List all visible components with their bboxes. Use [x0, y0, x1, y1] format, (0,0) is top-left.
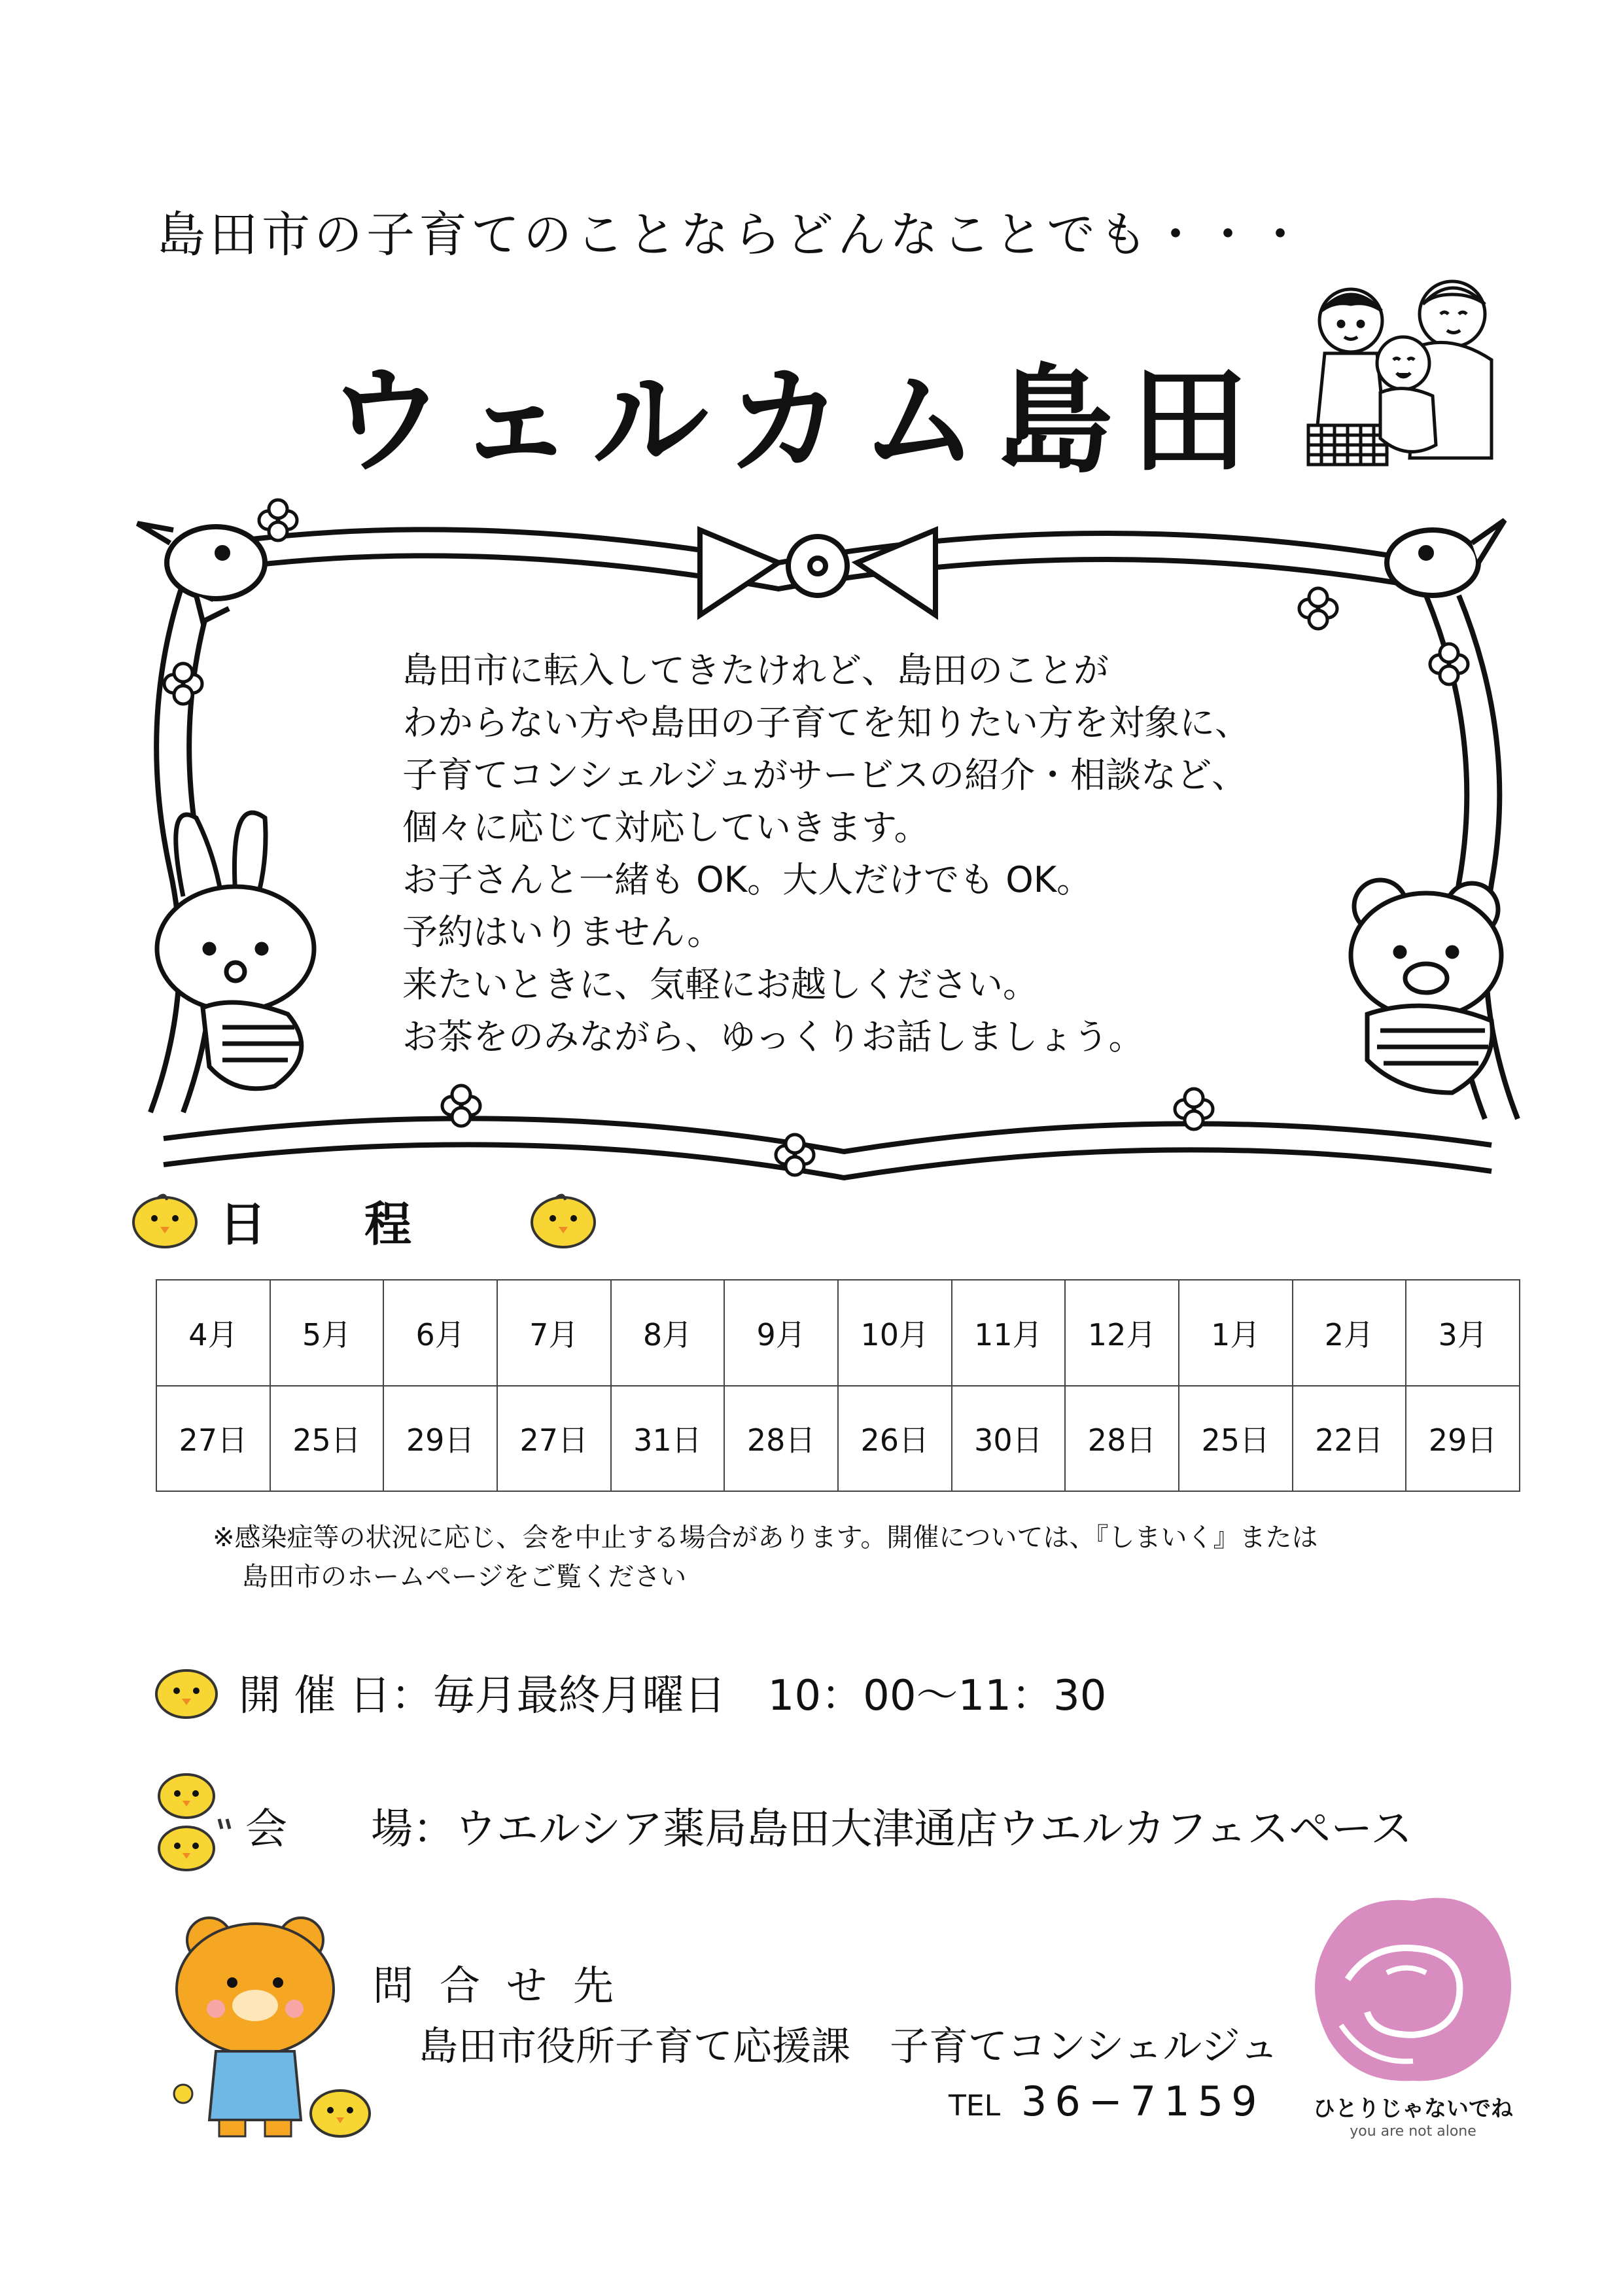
event-date-label: 開 催 日： [239, 1672, 433, 1720]
day-cell: 22日 [1293, 1386, 1406, 1492]
day-cell: 28日 [724, 1386, 838, 1492]
chick-icon [529, 1191, 598, 1250]
month-cell: 10月 [838, 1280, 952, 1386]
intro-line: 予約はいりません。 [402, 911, 723, 953]
chicks-icon [154, 1770, 232, 1881]
day-cell: 27日 [497, 1386, 611, 1492]
day-cell: 25日 [1179, 1386, 1293, 1492]
phone-number: 36−7159 [1021, 2077, 1265, 2125]
contact-phone [949, 2077, 1265, 2125]
table-row [156, 1280, 1520, 1386]
day-cell: 26日 [838, 1386, 952, 1492]
month-cell: 12月 [1065, 1280, 1179, 1386]
intro-line: 来たいときに、気軽にお越しください。 [402, 964, 1038, 1005]
day-cell: 31日 [611, 1386, 725, 1492]
intro-line: 個々に応じて対応していきます。 [402, 807, 930, 848]
month-cell: 11月 [952, 1280, 1066, 1386]
logo-subcaption: you are not alone [1350, 2123, 1476, 2140]
contact-title: 問合せ先 [373, 1962, 640, 2009]
month-cell: 4月 [156, 1280, 270, 1386]
month-cell: 6月 [383, 1280, 497, 1386]
event-date-row [154, 1662, 1106, 1722]
schedule-heading-label: 日程 [219, 1197, 510, 1252]
event-date-value: 毎月最終月曜日 10：00〜11：30 [432, 1672, 1107, 1720]
notice-line: ※感染症等の状況に応じ、会を中止する場合があります。開催については、『しまいく』または [213, 1523, 1318, 1553]
month-cell: 9月 [724, 1280, 838, 1386]
day-cell: 29日 [1406, 1386, 1520, 1492]
day-cell: 27日 [156, 1386, 270, 1492]
chick-icon [154, 1665, 219, 1720]
contact-organization: 島田市役所子育て応援課 子育てコンシェルジュ [419, 2024, 1279, 2070]
day-cell: 25日 [270, 1386, 384, 1492]
tagline: 島田市の子育てのことならどんなことでも・・・ [157, 207, 1308, 263]
month-cell: 7月 [497, 1280, 611, 1386]
cancellation-notice [213, 1518, 1318, 1597]
intro-line: 島田市に転入してきたけれど、島田のことが [402, 650, 1109, 691]
month-cell: 8月 [611, 1280, 725, 1386]
schedule-table [156, 1279, 1520, 1492]
day-cell: 29日 [383, 1386, 497, 1492]
event-venue-value: ウエルシア薬局島田大津通店ウエルカフェスペース [455, 1805, 1412, 1854]
month-cell: 2月 [1293, 1280, 1406, 1386]
logo-caption: ひとりじゃないでね [1313, 2096, 1513, 2122]
intro-line: わからない方や島田の子育てを知りたい方を対象に、 [402, 702, 1250, 743]
bear-icon [1351, 880, 1501, 1093]
notice-line: 島田市のホームページをご覧ください [242, 1562, 687, 1592]
bear-mascot-illustration [164, 1911, 386, 2140]
chick-icon [131, 1191, 200, 1250]
day-cell: 28日 [1065, 1386, 1179, 1492]
family-illustration [1295, 275, 1505, 471]
schedule-heading [131, 1184, 598, 1256]
event-venue-label: 会 場： [245, 1805, 455, 1854]
intro-line: 子育てコンシェルジュがサービスの紹介・相談など、 [402, 754, 1248, 796]
month-cell: 5月 [270, 1280, 384, 1386]
phone-prefix: TEL [949, 2089, 1001, 2123]
intro-line: お茶をのみながら、ゆっくりお話しましょう。 [402, 1016, 1144, 1057]
page-title: ウェルカム島田 [327, 353, 1266, 489]
table-row [156, 1386, 1520, 1492]
month-cell: 3月 [1406, 1280, 1520, 1386]
rabbit-icon [157, 813, 314, 1089]
month-cell: 1月 [1179, 1280, 1293, 1386]
hitori-janai-logo [1302, 1888, 1524, 2091]
intro-line: お子さんと一緒も OK。大人だけでも OK。 [402, 859, 1092, 900]
intro-text [402, 645, 1250, 1063]
day-cell: 30日 [952, 1386, 1066, 1492]
event-venue-row [154, 1770, 1412, 1881]
